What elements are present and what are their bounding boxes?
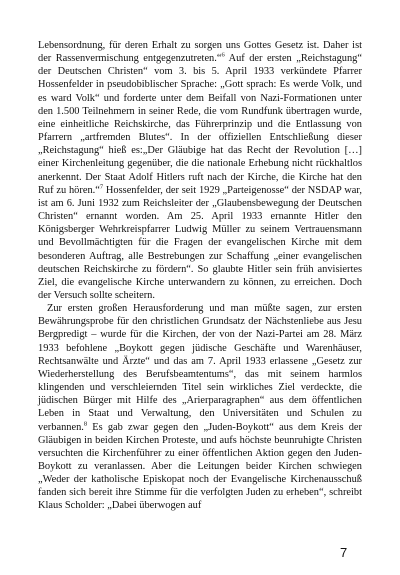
body-paragraph-1	[38, 39, 362, 302]
paragraph-2-text-part-2: Es gab zwar gegen den „Juden-Boykott“ aus dem Kreis der Gläubigen in beiden Kirchen Proteste, und aufs höchste beunruhigte Christen versuchten die Kirchenführer zu einer öffentlichen Aktion gegen den Juden-Boykott zu veranlassen. Aber die Leitungen beider Kirchen schwiegen „Weder der katholische Episkopat noch der Evangelische Kirchenausschuß fanden sich bereit ihre Stimme für die verfolgten Juden zu erheben“, schreibt Klaus Scholder: „Dabei überwogen auf	[38, 421, 362, 512]
footnote-marker: 8	[83, 420, 88, 428]
document-page	[38, 39, 362, 513]
footnote-marker: 7	[99, 183, 104, 191]
paragraph-2-text-part-1: Zur ersten großen Herausforderung und man müßte sagen, zur ersten Bewährungsprobe für den christlichen Grundsatz der Nächstenliebe aus Jesu Bergpredigt – wurde für die Kirchen, der von der Nazi-Partei am 28. März 1933 befohlene „Boykott gegen jüdische Geschäfte und Warenhäuser, Rechtsanwälte und Ärzte“ und das am 7. April 1933 erlassene „Gesetz zur Wiederherstellung des Berufsbeamtentums“, das mit seinem harmlos klingenden und verschleiernden Titel sein wirkliches Ziel verdeckte, die jüdischen Bürger mit Hilfe des „Arierparagraphen“ aus dem öffentlichen Leben in Staat und Verwaltung, den Universitäten und Schulen zu verbannen.	[38, 303, 362, 433]
paragraph-1-text-part-2: Auf der ersten „Reichstagung“ der Deutschen Christen“ vom 3. bis 5. April 1933 verkündete Pfarrer Hossenfelder in pseudobiblischer Sprache: „Gott sprach: Es werde Volk, und es ward Volk“ und forderte unter dem Beifall von Nazi-Formationen unter den 1.500 Teilnehmern in seiner Rede, die vom Rundfunk übertragen wurde, eine einheitliche Reichskirche, das Führerprinzip und die Entlassung von Pfarrern „artfremden Blutes“. In der offiziellen Entschließung dieser „Reichstagung“ hieß es:„Der Gläubige hat das Recht der Revolution […] einer Kirchenleitung gegenüber, die die nationale Erhebung nicht rückhaltlos anerkennt. Der Staat Adolf Hitlers ruft nach der Kirche, die Kirche hat den Ruf zu hören.“	[38, 53, 362, 196]
body-paragraph-2	[38, 302, 362, 513]
paragraph-1-text-part-1: Lebensordnung, für deren Erhalt zu sorgen uns Gottes Gesetz ist. Daher ist der Rassenvermischung entgegenzutreten.“	[38, 40, 362, 65]
footnote-marker: 6	[221, 51, 225, 59]
paragraph-1-text-part-3: Hossenfelder, der seit 1929 „Parteigenosse“ der NSDAP war, ist am 6. Juni 1932 zum Reichsleiter der „Glaubensbewegung der Deutschen Christen“ ernannt worden. Am 25. April 1933 ernannte Hitler den Königsberger Wehrkreispfarrer Ludwig Müller zu seinem Vertrauensmann und Bevollmächtigten für die Fragen der evangelischen Kirche mit dem besonderen Auftrag, alle Bestrebungen zur Schaffung „einer evangelischen deutschen Reichskirche zu fördern“. So glaubte Hitler sein früh anvisiertes Ziel, die evangelische Kirche unterwandern zu können, zu erreichen. Doch der Versuch sollte scheitern.	[38, 184, 362, 301]
page-number: 7	[340, 545, 348, 560]
